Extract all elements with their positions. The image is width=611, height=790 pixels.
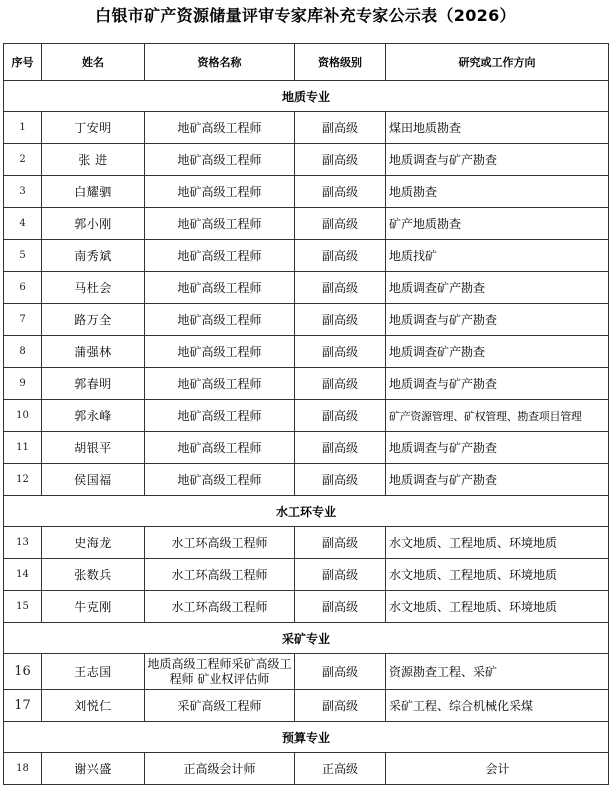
cell-name: 胡银平: [42, 432, 145, 464]
cell-name: 蒲强林: [42, 336, 145, 368]
section-row-mining: [4, 623, 609, 654]
table-row: [4, 654, 609, 690]
header-qualification: 资格名称: [145, 44, 295, 81]
table-row: [4, 527, 609, 559]
cell-no: 12: [4, 464, 42, 496]
cell-name: 张 进: [42, 144, 145, 176]
cell-qualification: 地矿高级工程师: [145, 208, 295, 240]
cell-no: 1: [4, 112, 42, 144]
cell-level: 副高级: [295, 176, 386, 208]
cell-level: 副高级: [295, 240, 386, 272]
cell-direction: 资源勘查工程、采矿: [386, 654, 609, 690]
cell-qualification: 地矿高级工程师: [145, 144, 295, 176]
cell-name: 侯国福: [42, 464, 145, 496]
table-row: [4, 272, 609, 304]
cell-level: 正高级: [295, 753, 386, 785]
cell-level: 副高级: [295, 336, 386, 368]
cell-direction: 矿产地质勘查: [386, 208, 609, 240]
table-row: [4, 753, 609, 785]
table-row: [4, 336, 609, 368]
cell-qualification: 水工环高级工程师: [145, 591, 295, 623]
table-row: [4, 112, 609, 144]
cell-level: 副高级: [295, 464, 386, 496]
cell-qualification: 地矿高级工程师: [145, 272, 295, 304]
cell-qualification: 地质高级工程师采矿高级工程师 矿业权评估师: [145, 654, 295, 690]
cell-direction: 采矿工程、综合机械化采煤: [386, 690, 609, 722]
header-name: 姓名: [42, 44, 145, 81]
header-direction: 研究或工作方向: [386, 44, 609, 81]
table-row: [4, 176, 609, 208]
cell-direction: 地质调查与矿产勘查: [386, 464, 609, 496]
cell-no: 11: [4, 432, 42, 464]
cell-qualification: 地矿高级工程师: [145, 432, 295, 464]
cell-direction: 地质找矿: [386, 240, 609, 272]
cell-direction: 会计: [386, 753, 609, 785]
cell-level: 副高级: [295, 208, 386, 240]
table-row: [4, 690, 609, 722]
cell-qualification: 地矿高级工程师: [145, 112, 295, 144]
section-row-geology: [4, 81, 609, 112]
cell-name: 刘悦仁: [42, 690, 145, 722]
cell-name: 谢兴盛: [42, 753, 145, 785]
cell-direction: 地质调查与矿产勘查: [386, 368, 609, 400]
table-row: [4, 368, 609, 400]
cell-level: 副高级: [295, 690, 386, 722]
cell-direction: 地质调查与矿产勘查: [386, 432, 609, 464]
cell-qualification: 正高级会计师: [145, 753, 295, 785]
cell-level: 副高级: [295, 432, 386, 464]
cell-name: 丁安明: [42, 112, 145, 144]
cell-name: 郭永峰: [42, 400, 145, 432]
header-level: 资格级别: [295, 44, 386, 81]
cell-level: 副高级: [295, 368, 386, 400]
section-row-budget: [4, 722, 609, 753]
cell-direction: 地质调查矿产勘查: [386, 336, 609, 368]
cell-name: 郭春明: [42, 368, 145, 400]
cell-level: 副高级: [295, 559, 386, 591]
cell-qualification: 地矿高级工程师: [145, 336, 295, 368]
cell-level: 副高级: [295, 272, 386, 304]
cell-no: 10: [4, 400, 42, 432]
table-row: [4, 240, 609, 272]
cell-name: 郭小刚: [42, 208, 145, 240]
cell-qualification: 地矿高级工程师: [145, 240, 295, 272]
cell-level: 副高级: [295, 400, 386, 432]
cell-no: 6: [4, 272, 42, 304]
cell-qualification: 地矿高级工程师: [145, 464, 295, 496]
cell-no: 2: [4, 144, 42, 176]
section-title: 采矿专业: [4, 623, 609, 654]
cell-direction: 水文地质、工程地质、环境地质: [386, 559, 609, 591]
section-row-hydro: [4, 496, 609, 527]
cell-name: 史海龙: [42, 527, 145, 559]
cell-direction: 水文地质、工程地质、环境地质: [386, 527, 609, 559]
cell-name: 白耀驷: [42, 176, 145, 208]
cell-direction: 地质调查矿产勘查: [386, 272, 609, 304]
cell-name: 南秀斌: [42, 240, 145, 272]
header-row: [4, 44, 609, 81]
cell-qualification: 地矿高级工程师: [145, 176, 295, 208]
cell-no: 3: [4, 176, 42, 208]
cell-level: 副高级: [295, 654, 386, 690]
cell-no: 5: [4, 240, 42, 272]
cell-no: 17: [4, 690, 42, 722]
cell-qualification: 地矿高级工程师: [145, 400, 295, 432]
cell-no: 18: [4, 753, 42, 785]
cell-direction: 地质调查与矿产勘查: [386, 144, 609, 176]
cell-name: 路万全: [42, 304, 145, 336]
cell-qualification: 地矿高级工程师: [145, 304, 295, 336]
cell-qualification: 水工环高级工程师: [145, 559, 295, 591]
cell-name: 张数兵: [42, 559, 145, 591]
cell-name: 牛克刚: [42, 591, 145, 623]
section-title: 预算专业: [4, 722, 609, 753]
expert-table: [3, 43, 609, 785]
cell-no: 8: [4, 336, 42, 368]
cell-level: 副高级: [295, 144, 386, 176]
cell-name: 王志国: [42, 654, 145, 690]
cell-no: 15: [4, 591, 42, 623]
table-row: [4, 304, 609, 336]
table-row: [4, 144, 609, 176]
section-title: 水工环专业: [4, 496, 609, 527]
cell-direction: 矿产资源管理、矿权管理、勘查项目管理: [386, 400, 609, 432]
cell-direction: 煤田地质勘查: [386, 112, 609, 144]
table-row: [4, 400, 609, 432]
cell-direction: 地质调查与矿产勘查: [386, 304, 609, 336]
cell-name: 马杜会: [42, 272, 145, 304]
cell-level: 副高级: [295, 304, 386, 336]
cell-no: 9: [4, 368, 42, 400]
table-row: [4, 591, 609, 623]
cell-qualification: 采矿高级工程师: [145, 690, 295, 722]
cell-no: 14: [4, 559, 42, 591]
cell-no: 13: [4, 527, 42, 559]
section-title: 地质专业: [4, 81, 609, 112]
page-title: 白银市矿产资源储量评审专家库补充专家公示表（2026）: [95, 6, 516, 25]
table-row: [4, 559, 609, 591]
cell-no: 4: [4, 208, 42, 240]
table-row: [4, 464, 609, 496]
cell-no: 16: [4, 654, 42, 690]
cell-no: 7: [4, 304, 42, 336]
cell-direction: 地质勘查: [386, 176, 609, 208]
cell-level: 副高级: [295, 591, 386, 623]
cell-qualification: 地矿高级工程师: [145, 368, 295, 400]
table-row: [4, 432, 609, 464]
cell-level: 副高级: [295, 112, 386, 144]
table-row: [4, 208, 609, 240]
cell-qualification: 水工环高级工程师: [145, 527, 295, 559]
cell-level: 副高级: [295, 527, 386, 559]
cell-direction: 水文地质、工程地质、环境地质: [386, 591, 609, 623]
header-no: 序号: [4, 44, 42, 81]
